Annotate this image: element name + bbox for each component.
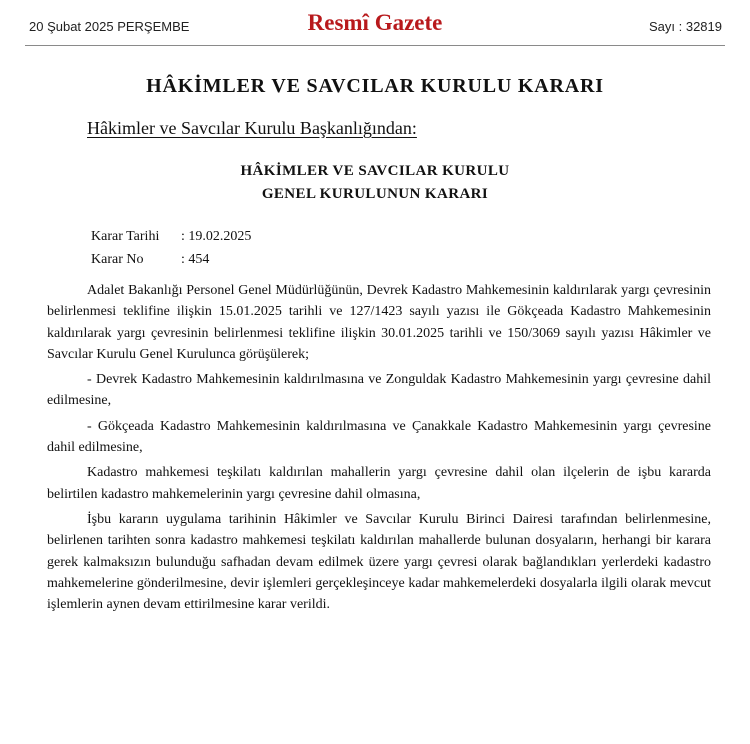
header-date: 20 Şubat 2025 PERŞEMBE — [29, 19, 190, 34]
header-divider — [25, 45, 725, 46]
document-main-title: HÂKİMLER VE SAVCILAR KURULU KARARI — [146, 75, 604, 97]
decision-number-row — [91, 252, 209, 268]
body-paragraph: - Devrek Kadastro Mahkemesinin kaldırılmasına ve Zonguldak Kadastro Mahkemesinin yargı çevresine dahil edilmesine, — [47, 372, 711, 409]
decision-subtitle-line-1: HÂKİMLER VE SAVCILAR KURULU — [240, 163, 510, 179]
body-paragraph: - Gökçeada Kadastro Mahkemesinin kaldırılmasına ve Çanakkale Kadastro Mahkemesinin yargı çevresine dahil edilmesine, — [47, 418, 711, 456]
body-paragraph: İşbu kararın uygulama tarihinin Hâkimler ve Savcılar Kurulu Birinci Dairesi tarafından belirlenmesine, belirlenen tarihten sonra kadastro mahkemesi teşkilatı kaldırılan mahallerde bulunan dosyaların, herhangi bir karara gerek kalmaksızın bulunduğu safhadan devam edilmek üzere yargı çevresi olarak bağlandıkları yerlerdeki kadastro mahkemelerine gönderilmesine, devir işlemleri gerçekleşinceye kadar mahkemelerdeki dosyalarla ilgili olarak mevcut işlemlerin aynen devam ettirilmesine karar verildi. — [47, 511, 711, 613]
decision-subtitle-line-2: GENEL KURULUNUN KARARI — [261, 186, 489, 202]
body-paragraph: Adalet Bakanlığı Personel Genel Müdürlüğünün, Devrek Kadastro Mahkemesinin kaldırılarak yargı çevresinin belirlenmesi teklifine ilişkin 15.01.2025 tarihli ve 127/1423 sayılı yazısı ile Gökçeada Kadastro Mahkemesinin kaldırılarak yargı çevresinin belirlenmesi teklifine ilişkin 30.01.2025 tarihli ve 150/3069 sayılı yazısı Hâkimler ve Savcılar Kurulu Genel Kurulunca görüşülerek; — [47, 283, 711, 362]
gazette-header — [0, 0, 750, 50]
decision-body — [47, 280, 711, 619]
gazette-title: Resmî Gazete — [307, 10, 443, 35]
decision-subtitle — [0, 160, 750, 206]
decision-date-row — [91, 229, 251, 245]
issuing-authority: Hâkimler ve Savcılar Kurulu Başkanlığından: — [87, 118, 417, 138]
header-issue-number: Sayı : 32819 — [649, 19, 722, 34]
body-paragraph: Kadastro mahkemesi teşkilatı kaldırılan mahallerin yargı çevresine dahil olan ilçelerin de işbu kararda belirtilen kadastro mahkemelerinin yargı çevresine dahil olmasına, — [47, 465, 711, 502]
decision-number-value: : 454 — [181, 252, 210, 267]
decision-date-value: : 19.02.2025 — [181, 229, 252, 244]
decision-number-label: Karar No — [91, 252, 144, 267]
decision-date-label: Karar Tarihi — [91, 229, 160, 244]
